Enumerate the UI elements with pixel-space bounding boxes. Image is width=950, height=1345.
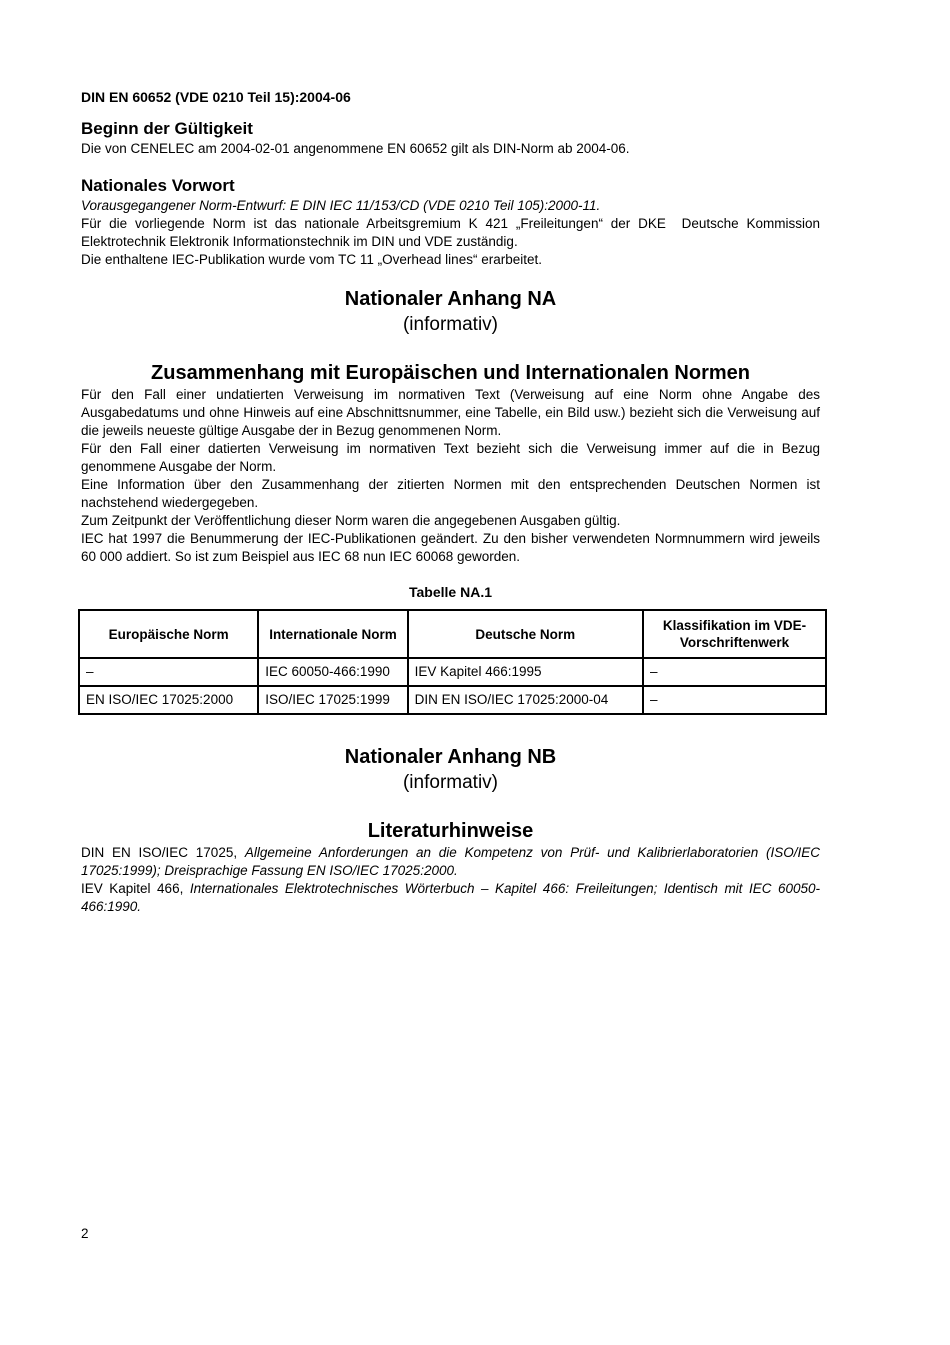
annex-nb-title: Nationaler Anhang NB xyxy=(344,746,557,768)
paragraph-zeitpunkt: Zum Zeitpunkt der Veröffentlichung dieser Norm waren die angegebenen Ausgaben gültig. xyxy=(81,513,621,528)
table-header-deutsche-norm: Deutsche Norm xyxy=(408,610,643,658)
table-cell: – xyxy=(643,686,826,714)
page-number: 2 xyxy=(81,1226,89,1241)
section-heading-vorwort: Nationales Vorwort xyxy=(81,176,235,195)
reference-title: Allgemeine Anforderungen an die Kompetenz von Prüf- und Kalibrierlaboratorien (ISO/IEC 17025:1999); Dreisprachige Fassung EN ISO/IEC 17025:2000. xyxy=(81,845,820,878)
reference-prefix: DIN EN ISO/IEC 17025, xyxy=(81,845,245,860)
paragraph-arbeitsgremium: Für die vorliegende Norm ist das nationale Arbeitsgremium K 421 „Freileitungen“ der DKE Deutsche Kommission Elektrotechnik Elektronik Informationstechnik im DIN und VDE zuständig. xyxy=(81,216,820,249)
norms-table xyxy=(78,609,827,715)
paragraph-undatierte-verweisung: Für den Fall einer undatierten Verweisung im normativen Text (Verweisung auf eine Norm ohne Angabe des Ausgabedatums und ohne Hinweis auf eine Abschnittsnummer, eine Tabelle, ein Bild usw.) bezieht sich die Verweisung auf die jeweils neueste gültige Ausgabe der in Bezug genommenen Norm. xyxy=(81,387,820,438)
paragraph-information-zusammenhang: Eine Information über den Zusammenhang der zitierten Normen mit den entsprechenden Deutschen Normen ist nachstehend wiedergegeben. xyxy=(81,477,820,510)
reference-title: Internationales Elektrotechnisches Wörterbuch – Kapitel 466: Freileitungen; Identisch mit IEC 60050-466:1990. xyxy=(81,881,820,914)
table-cell: IEV Kapitel 466:1995 xyxy=(408,658,643,686)
document-content xyxy=(81,88,820,916)
paragraph-iec-publikation: Die enthaltene IEC-Publikation wurde vom TC 11 „Overhead lines“ erarbeitet. xyxy=(81,252,542,267)
table-row xyxy=(79,658,826,686)
table-caption: Tabelle NA.1 xyxy=(409,584,492,600)
table-header-internationale-norm: Internationale Norm xyxy=(258,610,407,658)
table-header-klassifikation: Klassifikation im VDE-Vorschriftenwerk xyxy=(643,610,826,658)
annex-nb-heading: Literaturhinweise xyxy=(367,820,534,842)
table-row xyxy=(79,686,826,714)
paragraph-validity: Die von CENELEC am 2004-02-01 angenommene EN 60652 gilt als DIN-Norm ab 2004-06. xyxy=(81,141,630,156)
paragraph-norm-entwurf: Vorausgegangener Norm-Entwurf: E DIN IEC 11/153/CD (VDE 0210 Teil 105):2000-11. xyxy=(81,198,601,213)
annex-na-heading: Zusammenhang mit Europäischen und Internationalen Normen xyxy=(151,362,750,384)
document-header: DIN EN 60652 (VDE 0210 Teil 15):2004-06 xyxy=(81,89,351,105)
table-cell: – xyxy=(643,658,826,686)
table-cell: EN ISO/IEC 17025:2000 xyxy=(79,686,258,714)
annex-nb-subtitle: (informativ) xyxy=(402,772,498,793)
paragraph-iec-benummerung: IEC hat 1997 die Benummerung der IEC-Publikationen geändert. Zu den bisher verwendeten Normnummern wird jeweils 60 000 addiert. So ist zum Beispiel aus IEC 68 nun IEC 60068 geworden. xyxy=(81,531,820,564)
table-cell: – xyxy=(79,658,258,686)
table-cell: IEC 60050-466:1990 xyxy=(258,658,407,686)
reference-iev-kapitel xyxy=(81,880,820,916)
reference-prefix: IEV Kapitel 466, xyxy=(81,881,190,896)
table-header-row xyxy=(79,610,826,658)
reference-din-en-iso xyxy=(81,844,820,880)
section-heading-beginn: Beginn der Gültigkeit xyxy=(81,119,253,138)
table-header-europaeische-norm: Europäische Norm xyxy=(79,610,258,658)
paragraph-datierte-verweisung: Für den Fall einer datierten Verweisung im normativen Text bezieht sich die Verweisung immer auf die in Bezug genommene Ausgabe der Norm. xyxy=(81,441,820,474)
table-cell: DIN EN ISO/IEC 17025:2000-04 xyxy=(408,686,643,714)
table-cell: ISO/IEC 17025:1999 xyxy=(258,686,407,714)
annex-na-subtitle: (informativ) xyxy=(402,314,498,335)
annex-na-title: Nationaler Anhang NA xyxy=(344,288,557,310)
